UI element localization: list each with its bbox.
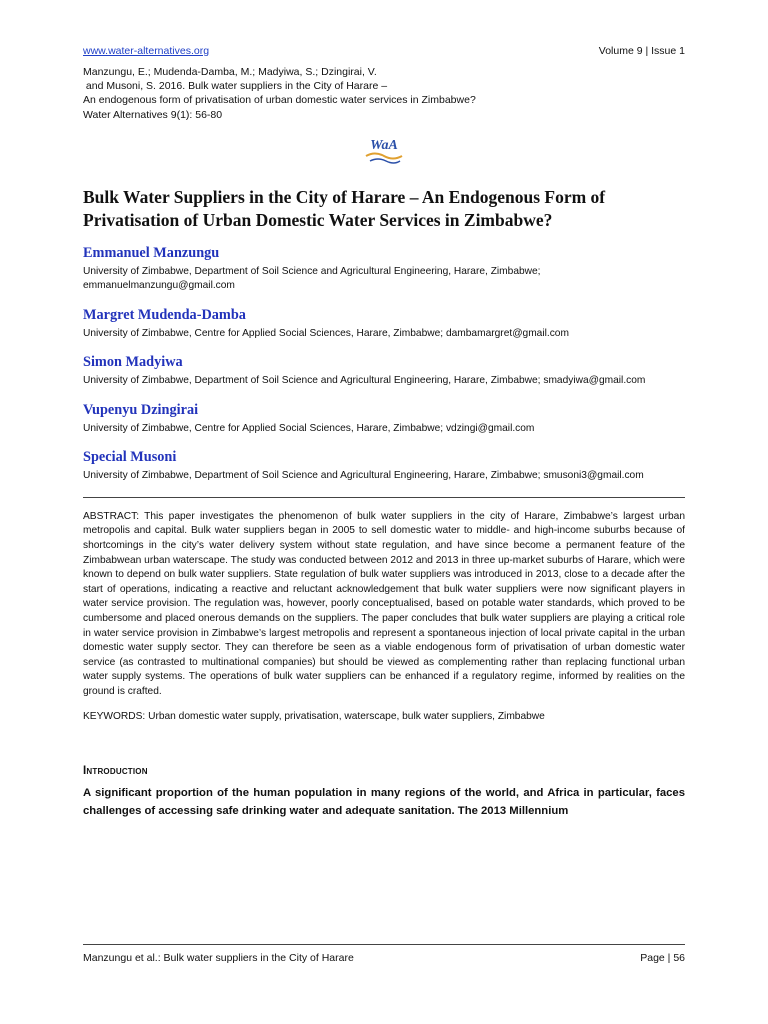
page-number: Page | 56: [640, 952, 685, 964]
waa-logo-icon: [362, 134, 406, 168]
logo-wave: [370, 159, 400, 163]
author-name: Vupenyu Dzingirai: [83, 401, 199, 418]
author-affiliation: University of Zimbabwe, Department of Soil Science and Agricultural Engineering, Harare, Zimbabwe; smusoni3@gmail.com: [83, 470, 644, 482]
page-header: [83, 44, 685, 58]
author-affiliation: University of Zimbabwe, Centre for Applied Social Sciences, Harare, Zimbabwe; vdzingi@gmail.com: [83, 422, 535, 434]
logo-wave: [366, 153, 402, 158]
volume-issue: Volume 9 | Issue 1: [598, 45, 685, 57]
paper-title: Bulk Water Suppliers in the City of Harare – An Endogenous Form of Privatisation of Urban Domestic Water Services in Zimbabwe?: [83, 186, 606, 230]
section-divider: [83, 497, 685, 498]
page-footer: [83, 944, 685, 965]
author-name: Margret Mudenda-Damba: [83, 306, 246, 323]
citation-block: [83, 65, 685, 122]
citation-line: and Musoni, S. 2016. Bulk water suppliers in the City of Harare –: [83, 80, 388, 93]
author-entry: [83, 306, 685, 342]
citation-line: An endogenous form of privatisation of urban domestic water services in Zimbabwe?: [83, 94, 476, 107]
author-affiliation: University of Zimbabwe, Department of Soil Science and Agricultural Engineering, Harare, Zimbabwe; emmanuelmanzungu@gmail.com: [83, 265, 541, 292]
abstract-text: ABSTRACT: This paper investigates the phenomenon of bulk water suppliers in the city of Harare, Zimbabwe’s largest urban metropolis and capital. Bulk water suppliers began in 2005 to sell domestic water to middle- and high-income suburbs because of shortcomings in the city’s water delivery system without state regulation, and have since become a permanent feature of the Zimbabwean urban waterscape. The study was conducted between 2012 and 2013 in three up-market suburbs of Harare, which were known to depend on bulk water suppliers. State regulation of bulk water suppliers was introduced in 2013, close to a decade after the start of operations, indicating a reactive and reluctant acknowledgement that bulk water suppliers were now significant players in water service provision. The regulation was, however, poorly conceptualised, based on potable water standards, which proved to be cumbersome and placed onerous demands on the suppliers. The paper concludes that bulk water suppliers are playing a critical role in water service provision in Zimbabwe’s largest metropolis and represent a spontaneous injection of local private capital in the urban domestic water supply sector. They can therefore be seen as a viable endogenous form of privatisation of urban domestic water service (as contrasted to multinational companies) but should be viewed as complementing rather than replacing functional urban water supply systems. The operations of bulk water suppliers can be enhanced if a regulatory regime, informed by realities on the ground is crafted.: [83, 510, 685, 697]
introduction-heading: Introduction: [83, 765, 148, 778]
author-name: Special Musoni: [83, 449, 177, 466]
keywords-text: KEYWORDS: Urban domestic water supply, privatisation, waterscape, bulk water suppliers, Zimbabwe: [83, 710, 545, 722]
author-entry: [83, 353, 685, 389]
running-title: Manzungu et al.: Bulk water suppliers in the City of Harare: [83, 952, 354, 964]
author-entry: [83, 448, 685, 484]
citation-line: Manzungu, E.; Mudenda-Damba, M.; Madyiwa, S.; Dzingirai, V.: [83, 66, 377, 78]
citation-line: Water Alternatives 9(1): 56-80: [83, 108, 223, 121]
article-page: [83, 44, 685, 832]
author-name: Emmanuel Manzungu: [83, 244, 220, 261]
author-list: [83, 244, 685, 484]
author-affiliation: University of Zimbabwe, Centre for Applied Social Sciences, Harare, Zimbabwe; dambamargret@gmail.com: [83, 327, 569, 339]
author-entry: [83, 401, 685, 437]
author-affiliation: University of Zimbabwe, Department of Soil Science and Agricultural Engineering, Harare, Zimbabwe; smadyiwa@gmail.com: [83, 375, 646, 387]
journal-logo: [83, 134, 685, 168]
journal-website-link[interactable]: www.water-alternatives.org: [83, 45, 210, 57]
introduction-text: A significant proportion of the human population in many regions of the world, and Africa in particular, faces challenges of accessing safe drinking water and adequate sanitation. The 2013 Millennium: [83, 787, 685, 817]
author-name: Simon Madyiwa: [83, 354, 183, 371]
author-entry: [83, 244, 685, 294]
logo-text: WaA: [370, 137, 398, 153]
